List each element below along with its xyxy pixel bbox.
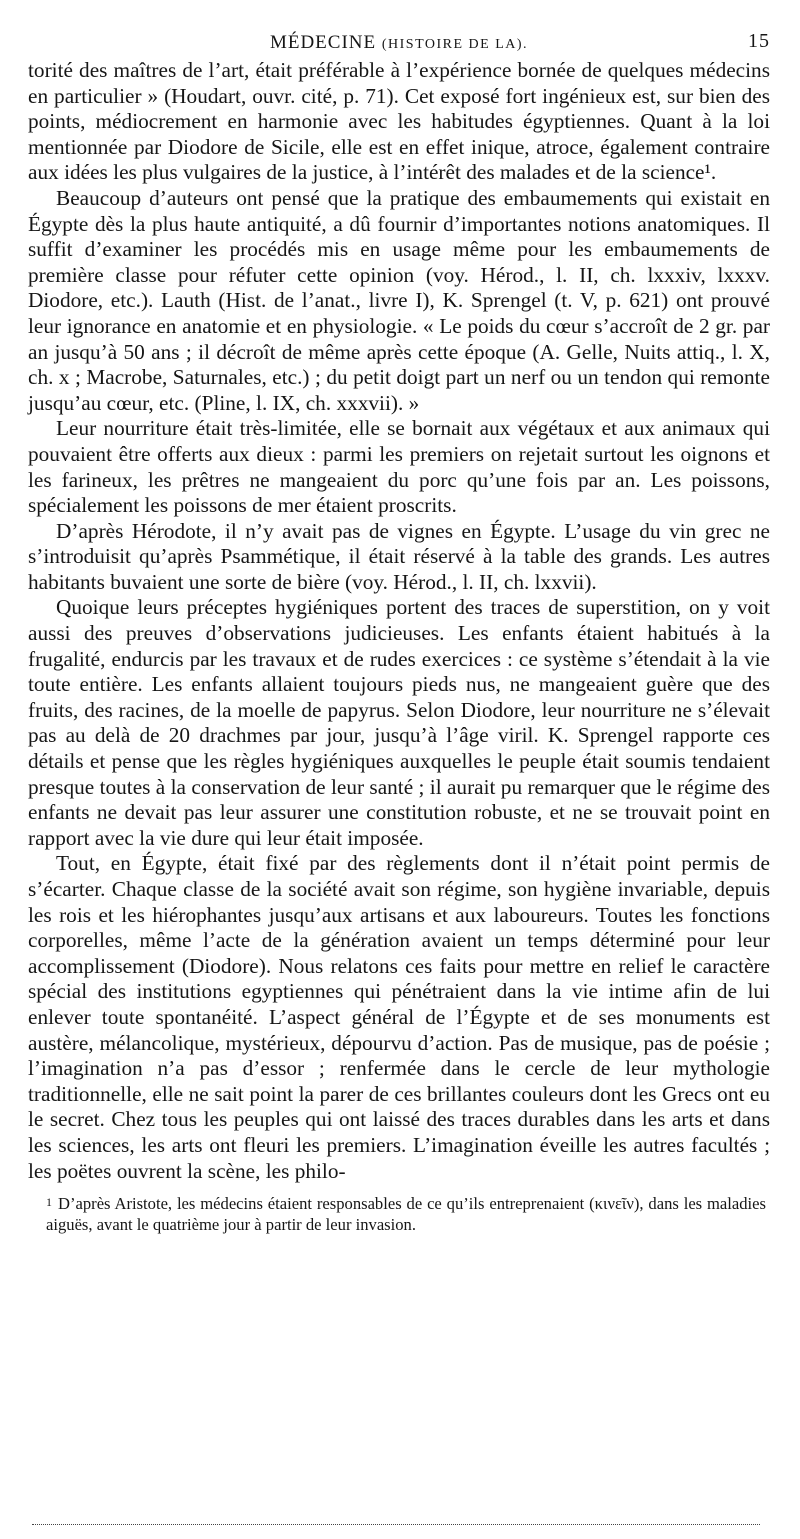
body-text: [28, 58, 770, 1184]
paragraph: Leur nourriture était très-limitée, elle se bornait aux végétaux et aux animaux qui pouvaient être offerts aux dieux : parmi les premiers on rejetait surtout les oignons et les farineux, les prêtres ne mangeaient du porc qu’une fois par an. Les poissons, spécialement les poissons de mer étaient proscrits.: [28, 416, 770, 518]
paragraph: D’après Hérodote, il n’y avait pas de vignes en Égypte. L’usage du vin grec ne s’introduisit qu’après Psammétique, il était réservé à la table des grands. Les autres habitants buvaient une sorte de bière (voy. Hérod., l. II, ch. lxxvii).: [28, 518, 770, 594]
footnote: [46, 1192, 766, 1235]
page-number: 15: [748, 30, 770, 52]
paragraph: Tout, en Égypte, était fixé par des règlements dont il n’était point permis de s’écarter. Chaque classe de la société avait son régime, son hygiène invariable, depuis les rois et les hiérophantes jusqu’aux artisans et aux laboureurs. Toutes les fonctions corporelles, même l’acte de la génération avaient un temps déterminé pour leur accomplissement (Diodore). Nous relatons ces faits pour mettre en relief le caractère spécial des institutions egyptiennes qui pénétraient dans la vie intime afin de lui enlever toute spontanéité. L’aspect général de l’Égypte et de ses monuments est austère, mélancolique, mystérieux, dépourvu d’action. Pas de musique, pas de poésie ; l’imagination n’a pas d’essor ; renfermée dans le cercle de leur mythologie traditionnelle, elle ne sait point la parer de ces brillantes couleurs dont les Grecs ont eu le secret. Chez tous les peuples qui ont laissé des traces durables dans les arts et dans les sciences, les arts ont fleuri les premiers. L’imagination éveille les autres facultés ; les poëtes ouvrent la scène, les philo-: [28, 851, 770, 1183]
running-title: MÉDECINE: [269, 32, 377, 53]
bottom-dotted-rule: [32, 1524, 760, 1525]
running-head: [28, 28, 770, 58]
footnote-text: D’après Aristote, les médecins étaient responsables de ce qu’ils entreprenaient (κινεῖν), dans les maladies aiguës, avant le quatrième jour à partir de leur invasion.: [46, 1194, 766, 1235]
paragraph: Quoique leurs préceptes hygiéniques portent des traces de superstition, on y voit aussi des preuves d’observations judicieuses. Les enfants étaient habitués à la frugalité, endurcis par les travaux et de rudes exercices : ce système s’étendait à la vie toute entière. Les enfants allaient toujours pieds nus, ne mangeaient guère que des fruits, des racines, de la moelle de papyrus. Selon Diodore, leur nourriture ne s’élevait pas au delà de 20 drachmes par jour, jusqu’à l’âge viril. K. Sprengel rapporte ces détails et pense que les règles hygiéniques auxquelles le peuple était soumis tendaient presque toutes à la conservation de leur santé ; il aurait pu remarquer que le régime des enfants ne devait pas leur assurer une constitution robuste, et ne se trouvait point en rapport avec la vie dure qui leur était imposée.: [28, 595, 770, 850]
paragraph: torité des maîtres de l’art, était préférable à l’expérience bornée de quelques médecins en particulier » (Houdart, ouvr. cité, p. 71). Cet exposé fort ingénieux est, sur bien des points, médiocrement en harmonie avec les habitudes égyptiennes. Quant à la loi mentionnée par Diodore de Sicile, elle est en effet inique, atroce, également contraire aux idées les plus vulgaires de la justice, à l’intérêt des malades et de la science¹.: [28, 58, 770, 185]
running-title-line: [28, 32, 770, 54]
footnotes: [28, 1192, 770, 1235]
paragraph: Beaucoup d’auteurs ont pensé que la pratique des embaumements qui existait en Égypte dès la plus haute antiquité, a dû fournir d’importantes notions anatomiques. Il suffit d’examiner les procédés mis en usage même pour les embaumements de première classe pour réfuter cette opinion (voy. Hérod., l. II, ch. lxxxiv, lxxxv. Diodore, etc.). Lauth (Hist. de l’anat., livre I), K. Sprengel (t. V, p. 621) ont prouvé leur ignorance en anatomie et en physiologie. « Le poids du cœur s’accroît de 2 gr. par an jusqu’à 50 ans ; il décroît de même après cette époque (A. Gelle, Nuits attiq., l. X, ch. x ; Macrobe, Saturnales, etc.) ; du petit doigt part un nerf ou un tendon qui remonte jusqu’au cœur, etc. (Pline, l. IX, ch. xxxvii). »: [28, 185, 770, 415]
running-subtitle: (HISTOIRE DE LA).: [381, 37, 529, 52]
footnote-marker: 1: [46, 1195, 52, 1210]
book-page: [28, 28, 770, 1235]
